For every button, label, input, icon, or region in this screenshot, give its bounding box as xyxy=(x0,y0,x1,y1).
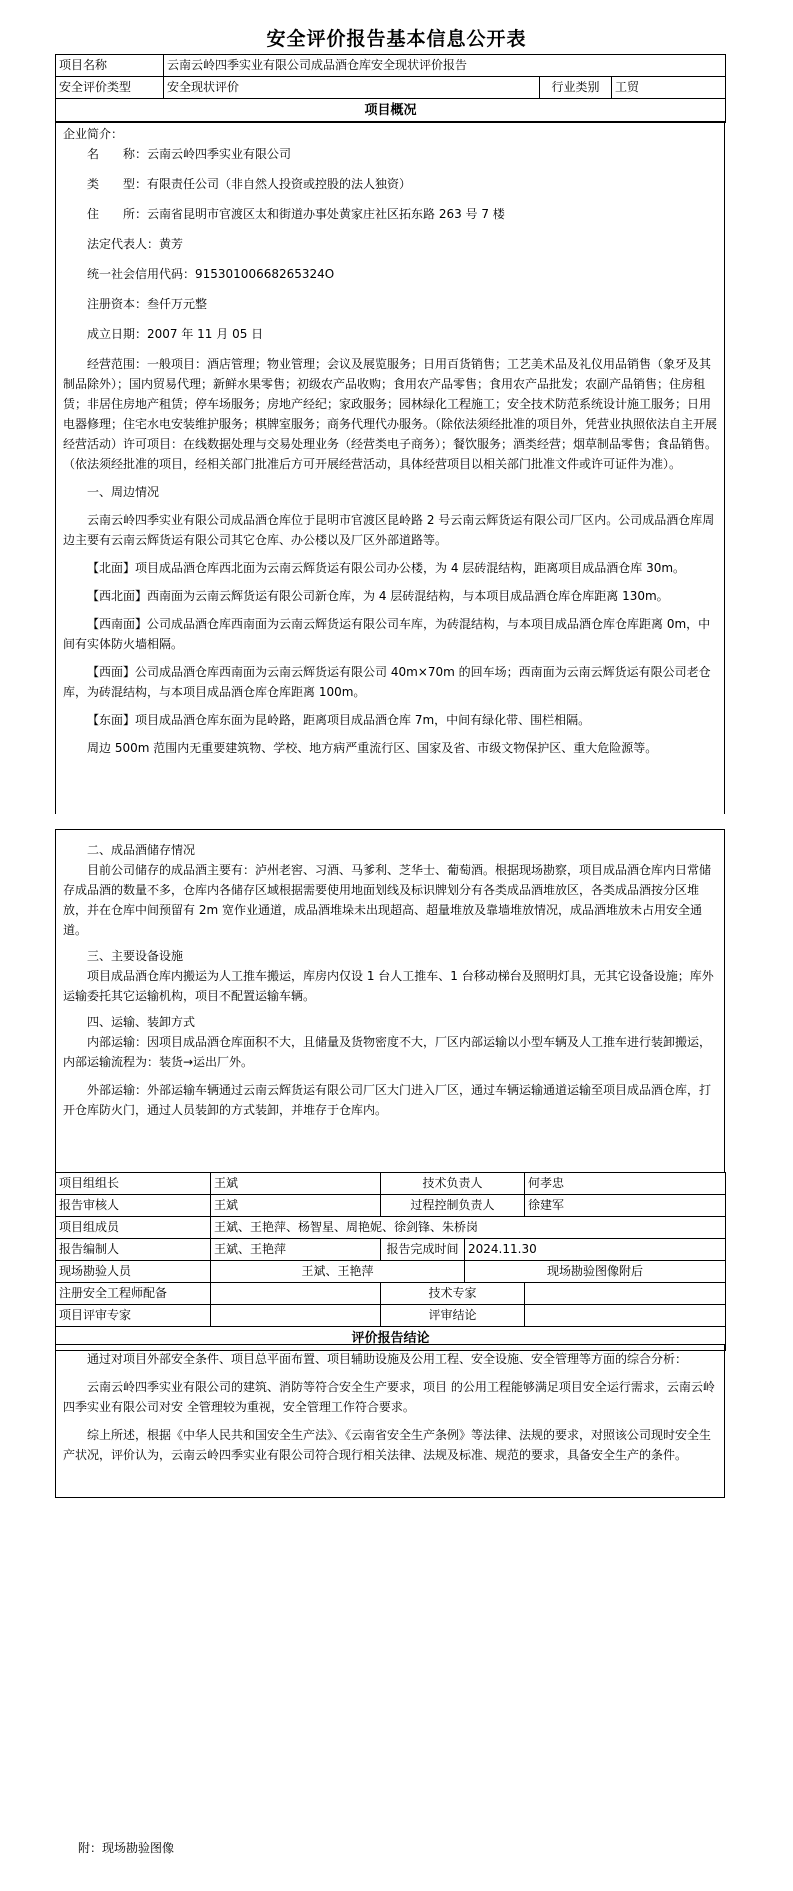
founded-date: 成立日期：2007 年 11 月 05 日 xyxy=(87,327,264,341)
overview-heading: 项目概况 xyxy=(56,99,726,123)
legal-representative: 法定代表人：黄芳 xyxy=(87,237,184,251)
credit-code: 统一社会信用代码：91530100668265324O xyxy=(87,267,335,281)
transport-external: 外部运输：外部运输车辆通过云南云辉货运有限公司厂区大门进入厂区，通过车辆运输通道运输至项目成品酒仓库，打开仓库防火门，通过人员装卸的方式装卸，并堆存于仓库内。 xyxy=(63,1083,712,1117)
conclusion-p2: 云南云岭四季实业有限公司的建筑、消防等符合安全生产要求，项目 的公用工程能够满足项目安全运行需求，云南云岭四季实业有限公司对安 全管理较为重视，安全管理工作符合要求。 xyxy=(63,1380,715,1414)
leader-value: 王斌 xyxy=(211,1173,381,1195)
storage-text: 目前公司储存的成品酒主要有：泸州老窖、习酒、马爹利、芝华士、葡萄酒。根据现场勘察，项目成品酒仓库内日常储存成品酒的数量不多，仓库内各储存区域根据需要使用地面划线及标识牌划分有各类成品酒堆放区，各类成品酒按分区堆放，并在仓库中间预留有 2m 宽作业通道，成品酒堆垛未出现超高、超量堆放及靠墙堆放情况，成品酒堆放未占用安全通道。 xyxy=(63,863,712,937)
review-expert-value xyxy=(211,1305,381,1327)
members-value: 王斌、王艳萍、杨智星、周艳妮、徐剑锋、朱桥岗 xyxy=(211,1217,726,1239)
surroundings-500m: 周边 500m 范围内无重要建筑物、学校、地方病严重流行区、国家及省、市级文物保护区、重大危险源等。 xyxy=(87,741,658,755)
eval-type-label: 安全评价类型 xyxy=(56,77,164,99)
tech-expert-label: 技术专家 xyxy=(381,1283,525,1305)
tech-expert-value xyxy=(525,1283,726,1305)
header-table xyxy=(55,54,726,123)
overview-section-page1 xyxy=(55,121,725,814)
project-name-label: 项目名称 xyxy=(56,55,164,77)
conclusion-section xyxy=(55,1344,725,1498)
attachment-note: 附：现场勘验图像 xyxy=(78,1841,175,1855)
survey-label: 现场勘验人员 xyxy=(56,1261,211,1283)
staff-table xyxy=(55,1172,726,1351)
intro-label: 企业简介： xyxy=(63,127,124,141)
review-conclusion-value xyxy=(525,1305,726,1327)
transport-internal: 内部运输：因项目成品酒仓库面积不大，且储量及货物密度不大，厂区内部运输以小型车辆及人工推车进行装卸搬运，内部运输流程为：装货→运出厂外。 xyxy=(63,1035,712,1069)
surroundings-intro: 云南云岭四季实业有限公司成品酒仓库位于昆明市官渡区昆岭路 2 号云南云辉货运有限公司厂区内。公司成品酒仓库周边主要有云南云辉货运有限公司其它仓库、办公楼以及厂区外部道路等。 xyxy=(63,513,715,547)
engineer-value xyxy=(211,1283,381,1305)
equipment-text: 项目成品酒仓库内搬运为人工推车搬运，库房内仅设 1 台人工推车、1 台移动梯台及照明灯具，无其它设备设施；库外运输委托其它运输机构，项目不配置运输车辆。 xyxy=(63,969,714,1003)
surroundings-southwest: 【西南面】公司成品酒仓库西南面为云南云辉货运有限公司车库，为砖混结构，与本项目成品酒仓库仓库距离 0m，中间有实体防火墙相隔。 xyxy=(63,617,711,651)
transport-heading: 四、运输、装卸方式 xyxy=(87,1015,196,1029)
finish-time-value: 2024.11.30 xyxy=(465,1239,726,1261)
tech-lead-label: 技术负责人 xyxy=(381,1173,525,1195)
registered-capital: 注册资本：叁仟万元整 xyxy=(87,297,208,311)
process-lead-value: 徐建军 xyxy=(525,1195,726,1217)
overview-section-page2 xyxy=(55,829,725,1172)
document-title: 安全评价报告基本信息公开表 xyxy=(266,28,527,50)
review-expert-label: 项目评审专家 xyxy=(56,1305,211,1327)
conclusion-p3: 综上所述，根据《中华人民共和国安全生产法》、《云南省安全生产条例》等法律、法规的要求，对照该公司现时安全生产状况，评价认为，云南云岭四季实业有限公司符合现行相关法律、法规及标准、规范的要求，具备安全生产的条件。 xyxy=(63,1428,712,1462)
engineer-label: 注册安全工程师配备 xyxy=(56,1283,211,1305)
tech-lead-value: 何孝忠 xyxy=(525,1173,726,1195)
finish-time-label: 报告完成时间 xyxy=(381,1239,465,1261)
industry-value: 工贸 xyxy=(612,77,726,99)
surroundings-northwest: 【西北面】西南面为云南云辉货运有限公司新仓库，为 4 层砖混结构，与本项目成品酒仓库仓库距离 130m。 xyxy=(87,589,669,603)
review-conclusion-label: 评审结论 xyxy=(381,1305,525,1327)
survey-photo: 现场勘验图像附后 xyxy=(465,1261,726,1283)
reviewer-label: 报告审核人 xyxy=(56,1195,211,1217)
storage-heading: 二、成品酒储存情况 xyxy=(87,843,196,857)
members-label: 项目组成员 xyxy=(56,1217,211,1239)
company-name: 名 称：云南云岭四季实业有限公司 xyxy=(87,147,292,161)
business-scope: 经营范围：一般项目：酒店管理；物业管理；会议及展览服务；日用百货销售；工艺美术品及礼仪用品销售（象牙及其制品除外）；国内贸易代理；新鲜水果零售；初级农产品收购；食用农产品零售；食用农产品批发；农副产品销售；住房租赁；非居住房地产租赁；停车场服务；房地产经纪；家政服务；园林绿化工程施工；安全技术防范系统设计施工服务；日用电器修理；住宅水电安装维护服务；棋牌室服务；商务代理代办服务。（除依法须经批准的项目外，凭营业执照依法自主开展经营活动）许可项目：在线数据处理与交易处理业务（经营类电子商务）；餐饮服务；酒类经营；烟草制品零售；食品销售。（依法须经批准的项目，经相关部门批准后方可开展经营活动，具体经营项目以相关部门批准文件或许可证件为准）。 xyxy=(63,357,718,471)
conclusion-heading: 评价报告结论 xyxy=(56,1327,726,1351)
project-name-value: 云南云岭四季实业有限公司成品酒仓库安全现状评价报告 xyxy=(164,55,726,77)
industry-label: 行业类别 xyxy=(540,77,612,99)
surroundings-north: 【北面】项目成品酒仓库西北面为云南云辉货运有限公司办公楼，为 4 层砖混结构，距离项目成品酒仓库 30m。 xyxy=(87,561,686,575)
company-address: 住 所：云南省昆明市官渡区太和街道办事处黄家庄社区拓东路 263 号 7 楼 xyxy=(87,207,505,221)
surroundings-heading: 一、周边情况 xyxy=(87,485,160,499)
conclusion-p1: 通过对项目外部安全条件、项目总平面布置、项目辅助设施及公用工程、安全设施、安全管理等方面的综合分析： xyxy=(87,1352,688,1366)
company-type: 类 型：有限责任公司（非自然人投资或控股的法人独资） xyxy=(87,177,412,191)
surroundings-east: 【东面】项目成品酒仓库东面为昆岭路，距离项目成品酒仓库 7m，中间有绿化带、围栏相隔。 xyxy=(87,713,591,727)
process-lead-label: 过程控制负责人 xyxy=(381,1195,525,1217)
surroundings-west: 【西面】公司成品酒仓库西南面为云南云辉货运有限公司 40m×70m 的回车场；西南面为云南云辉货运有限公司老仓库，为砖混结构，与本项目成品酒仓库仓库距离 100m。 xyxy=(63,665,711,699)
equipment-heading: 三、主要设备设施 xyxy=(87,949,184,963)
compiler-label: 报告编制人 xyxy=(56,1239,211,1261)
eval-type-value: 安全现状评价 xyxy=(164,77,540,99)
reviewer-value: 王斌 xyxy=(211,1195,381,1217)
compiler-value: 王斌、王艳萍 xyxy=(211,1239,381,1261)
survey-value: 王斌、王艳萍 xyxy=(211,1261,465,1283)
leader-label: 项目组组长 xyxy=(56,1173,211,1195)
